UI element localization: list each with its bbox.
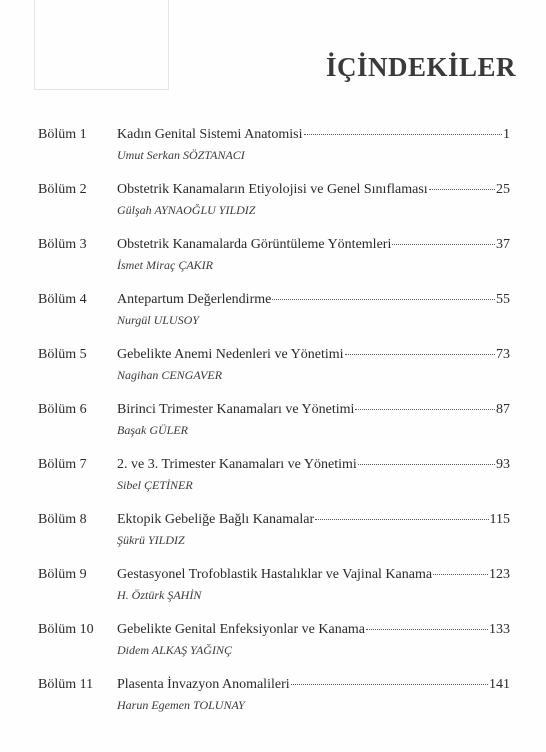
dot-leader [345,354,495,355]
toc-entry [0,402,546,442]
chapter-author: Gülşah AYNAOĞLU YILDIZ [117,203,256,217]
chapter-title: Gebelikte Anemi Nedenleri ve Yönetimi [117,347,344,362]
chapter-number: Bölüm 11 [38,677,94,692]
chapter-line [117,402,510,418]
chapter-title: Ektopik Gebeliğe Bağlı Kanamalar [117,512,315,527]
toc-entry [0,182,546,222]
page-number: 87 [496,402,510,417]
chapter-line [117,457,510,473]
toc-entry [0,292,546,332]
chapter-number: Bölüm 3 [38,237,87,252]
chapter-author: Harun Egemen TOLUNAY [117,698,245,712]
decorative-frame [34,0,169,90]
chapter-title: Kadın Genital Sistemi Anatomisi [117,127,303,142]
chapter-author: Nagihan CENGAVER [117,368,223,382]
chapter-author: İsmet Miraç ÇAKIR [117,258,213,272]
chapter-number: Bölüm 4 [38,292,87,307]
page-number: 25 [496,182,510,197]
dot-leader [433,574,488,575]
chapter-number: Bölüm 9 [38,567,87,582]
toc-entry [0,622,546,662]
chapter-title: Obstetrik Kanamalarda Görüntüleme Yöntemleri [117,237,392,252]
page-title: İÇİNDEKİLER [325,52,516,82]
chapter-author: Umut Serkan SÖZTANACI [117,148,245,162]
chapter-line [117,292,510,308]
chapter-line [117,512,510,528]
chapter-author: Şükrü YILDIZ [117,533,185,547]
chapter-title: 2. ve 3. Trimester Kanamaları ve Yönetimi [117,457,357,472]
dot-leader [429,189,495,190]
chapter-number: Bölüm 2 [38,182,87,197]
page-number: 141 [489,677,510,692]
toc-entry [0,677,546,717]
chapter-number: Bölüm 10 [38,622,94,637]
dot-leader [304,134,503,135]
chapter-line [117,677,510,693]
chapter-title: Birinci Trimester Kanamaları ve Yönetimi [117,402,355,417]
toc-entry [0,567,546,607]
toc-entry [0,457,546,497]
chapter-number: Bölüm 7 [38,457,87,472]
chapter-author: Başak GÜLER [117,423,188,437]
page-number: 115 [489,512,510,527]
chapter-title: Plasenta İnvazyon Anomalileri [117,677,290,692]
toc-entry [0,512,546,552]
dot-leader [366,629,488,630]
chapter-author: Sibel ÇETİNER [117,478,193,492]
chapter-author: H. Öztürk ŞAHİN [117,588,202,602]
page-number: 1 [503,127,510,142]
chapter-number: Bölüm 8 [38,512,87,527]
dot-leader [358,464,495,465]
dot-leader [355,409,495,410]
chapter-number: Bölüm 6 [38,402,87,417]
chapter-number: Bölüm 1 [38,127,87,142]
page-number: 37 [496,237,510,252]
page-number: 123 [489,567,510,582]
dot-leader [392,244,495,245]
dot-leader [291,684,488,685]
toc-entry [0,127,546,167]
toc-entry [0,347,546,387]
chapter-line [117,567,510,583]
chapter-author: Didem ALKAŞ YAĞINÇ [117,643,232,657]
chapter-title: Antepartum Değerlendirme [117,292,272,307]
toc-entry [0,237,546,277]
chapter-line [117,127,510,143]
page-number: 133 [489,622,510,637]
dot-leader [272,299,495,300]
chapter-number: Bölüm 5 [38,347,87,362]
chapter-line [117,182,510,198]
chapter-line [117,347,510,363]
page-number: 73 [496,347,510,362]
chapter-line [117,622,510,638]
chapter-author: Nurgül ULUSOY [117,313,199,327]
page-number: 55 [496,292,510,307]
chapter-title: Obstetrik Kanamaların Etiyolojisi ve Genel Sınıflaması [117,182,428,197]
page-number: 93 [496,457,510,472]
dot-leader [315,519,488,520]
chapter-title: Gestasyonel Trofoblastik Hastalıklar ve Vajinal Kanama [117,567,433,582]
chapter-title: Gebelikte Genital Enfeksiyonlar ve Kanama [117,622,366,637]
chapter-line [117,237,510,253]
